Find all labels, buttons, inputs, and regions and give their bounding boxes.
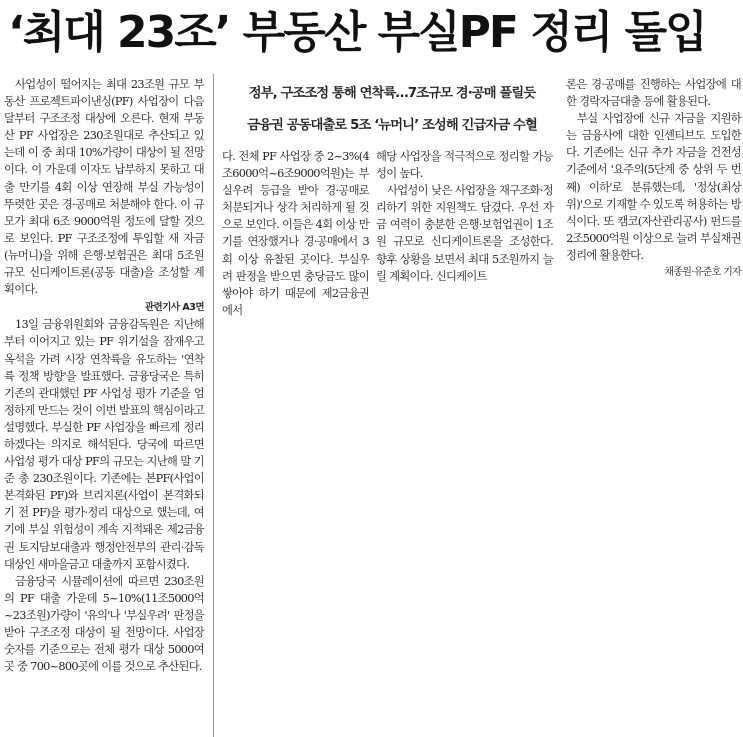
- column-divider: [213, 74, 214, 737]
- headline: ‘최대 23조’ 부동산 부실PF 정리 돌입: [8, 7, 706, 58]
- byline: 채종원·유준호 기자: [664, 267, 741, 279]
- article-column-3: [376, 148, 553, 288]
- subheadline-line-1: 정부, 구조조정 통해 연착륙…7조규모 경·공매 풀릴듯: [248, 86, 536, 101]
- paragraph: 금융당국 시뮬레이션에 따르면 230조원의 PF 대출 가운데 5~10%(11조5000억~23조원)가량이 '유의'나 '부실우려' 판정을 받아 구조조정 대상이 될 전망이다. 사업장 숫자를 기준으로는 전체 평가 대상 5000여 곳 중 700~800곳에 이를 것으로 추산된다.: [4, 574, 204, 674]
- paragraph: 해당 사업장을 적극적으로 정리할 가능성이 높다.: [376, 150, 553, 181]
- paragraph: 다. 전체 PF 사업장 중 2~3%(4조6000억~6조9000억원)는 부실우려 등급을 받아 경·공매로 처분되거나 상각 처리하게 될 것으로 보인다. 이들은 4회 이상 만기를 연장했거나 경·공매에서 3회 이상 유찰된 곳이다. 부실우려 판정을 받으면 충당금도 많이 쌓아야 하기 때문에 제2금융권에서: [222, 150, 369, 317]
- paragraph: 사업성이 떨어지는 최대 23조원 규모 부동산 프로젝트파이낸싱(PF) 사업장이 다음달부터 구조조정 대상에 오른다. 현재 부동산 PF 사업장은 230조원대로 추산되고 있는데 이 중 최대 10%가량이 대상이 될 전망이다. 이 가운데 이자도 납부하지 못하고 대출 만기를 4회 이상 연장해 부실 가능성이 뚜렷한 곳은 경·공매로 처분해야 한다. 이 규모가 최대 6조 9000억원 정도에 달할 것으로 보인다. PF 구조조정에 투입할 새 자금(뉴머니)을 위해 은행·보험권은 최대 5조원 규모 신디케이트론(공동 대출)을 조성할 계획이다.: [4, 78, 204, 297]
- paragraph: 13일 금융위원회와 금융감독원은 지난해부터 이어지고 있는 PF 위기설을 잠재우고 옥석을 가려 시장 연착륙을 유도하는 '연착륙 정책 방향'을 발표했다. 금융당국은 특히 기존의 관대했던 PF 사업성 평가 기준을 엄정하게 만드는 것이 이번 발표의 핵심이라고 설명했다. 부실한 PF 사업장을 빠르게 정리하겠다는 의지로 해석된다. 당국에 따르면 사업성 평가 대상 PF의 규모는 지난해 말 기준 총 230조원이다. 기존에는 본PF(사업이 본격화된 PF)와 브리지론(사업이 본격화되기 전 PF)을 평가·정리 대상으로 했는데, 여기에 부실 위험성이 계속 지적돼온 제2금융권 토지담보대출과 행정안전부의 관리·감독 대상인 새마을금고 대출까지 포함시켰다.: [4, 318, 204, 571]
- subheadline: [217, 78, 567, 142]
- paragraph: 부실 사업장에 신규 자금을 지원하는 금융사에 대한 인센티브도 도입한다. 기존에는 신규 추가 자금을 건전성 기준에서 '요주의(5단계 중 상위 두 번째) 이하'로 분류했는데, '정상(최상위)'으로 기재할 수 있도록 허용하는 방식이다. 또 캠코(자산관리공사) 펀드를 2조5000억원 이상으로 늘려 부실채권 정리에 활용한다.: [566, 112, 741, 262]
- paragraph: 론은 경·공매를 진행하는 사업장에 대한 경락자금대출 등에 활용된다.: [566, 78, 741, 109]
- paragraph: 사업성이 낮은 사업장을 재구조화·정리하기 위한 지원책도 담겼다. 우선 자금 여력이 충분한 은행·보험업권이 1조원 규모로 신디케이트론을 조성한다. 향후 상황을 보면서 최대 5조원까지 늘릴 계획이다. 신디케이트: [376, 184, 553, 283]
- related-article-ref: 관련기사 A3면: [144, 302, 204, 314]
- subheadline-line-2: 금융권 공동대출로 5조 ‘뉴머니’ 조성해 긴급자금 수혈: [247, 118, 537, 133]
- article-column-4: [566, 76, 741, 316]
- article-column-1: [4, 76, 204, 737]
- article-column-2: [222, 148, 369, 317]
